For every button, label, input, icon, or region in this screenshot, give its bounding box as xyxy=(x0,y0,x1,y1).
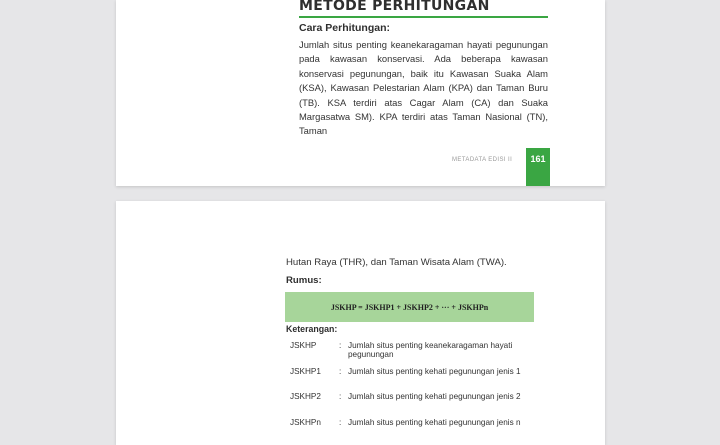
formula-text: JSKHP = JSKHP1 + JSKHP2 + ··· + JSKHPn xyxy=(330,302,489,312)
definition-term: JSKHPn xyxy=(290,417,321,427)
definition-row xyxy=(290,341,540,367)
definition-colon: : xyxy=(339,417,342,427)
section-heading: METODE PERHITUNGAN xyxy=(299,0,490,14)
definition-term: JSKHP2 xyxy=(290,392,321,401)
heading-underline xyxy=(299,16,548,18)
document-page-top xyxy=(116,0,605,186)
calculation-paragraph: Jumlah situs penting keanekaragaman hayati pegunungan pada kawasan konservasi. Ada beberapa kawasan konservasi pegunungan, baik itu Kawasan Suaka Alam (KSA), Kawasan Pelestarian Alam (KPA) dan Taman Buru (TB). KSA terdiri atas Cagar Alam (CA) dan Suaka Margasatwa SM). KPA terdiri atas Taman Nasional (TN), Taman xyxy=(299,39,548,137)
definition-description: Jumlah situs penting kehati pegunungan jenis 2 xyxy=(348,392,521,401)
definition-row xyxy=(290,367,540,393)
definition-term: JSKHP xyxy=(290,341,317,350)
calculation-subheading: Cara Perhitungan: xyxy=(299,22,391,34)
definition-description: Jumlah situs penting keanekaragaman hayati pegunungan xyxy=(348,341,513,359)
definition-colon: : xyxy=(339,341,342,350)
definition-description: Jumlah situs penting kehati pegunungan jenis n xyxy=(348,417,521,427)
definition-term: JSKHP1 xyxy=(290,366,321,376)
footer-edition-label: METADATA EDISI II xyxy=(452,157,513,163)
definition-colon: : xyxy=(339,366,342,376)
formula-box xyxy=(285,292,534,322)
continuation-paragraph: Hutan Raya (THR), dan Taman Wisata Alam (TWA). xyxy=(286,257,507,268)
page-number-tab: 161 xyxy=(526,148,550,186)
legend-label: Keterangan: xyxy=(286,324,338,334)
definition-row xyxy=(290,418,540,444)
definition-list xyxy=(290,341,540,443)
definition-description: Jumlah situs penting kehati pegunungan jenis 1 xyxy=(348,366,521,376)
formula-label: Rumus: xyxy=(286,275,322,286)
definition-colon: : xyxy=(339,392,342,401)
document-page-bottom xyxy=(116,201,605,445)
definition-row xyxy=(290,392,540,418)
